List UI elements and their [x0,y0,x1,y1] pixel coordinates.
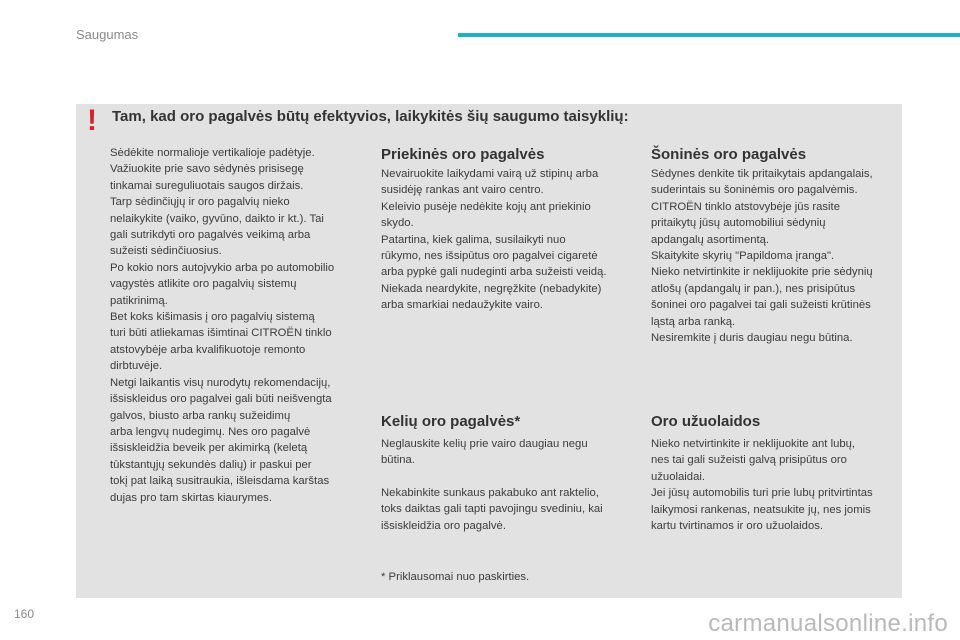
watermark: carmanualsonline.info [708,610,948,637]
knee-airbags-text-2: Nekabinkite sunkaus pakabuko ant raktelio, toks daiktas gali tapti pavojingu svediniu, kai išsiskleidžia oro pagalvė. [381,487,603,532]
knee-airbags-text-1: Neglauskite kelių prie vairo daugiau negu būtina. [381,438,588,467]
front-airbags-text: Nevairuokite laikydami vairą už stipinų arba susidėję rankas ant vairo centro. Keleivio pusėje nedėkite kojų ant priekinio skydo. Patartina, kiek galima, susilaikyti nuo rūkymo, nes išsipūtus oro pagalvei cigaretė arba pypkė gali nudeginti arba sužeisti veidą. Niekada neardykite, negręžkite (nebadykite) arba smarkiai nedaužykite vairo. [381,168,607,312]
curtain-airbags-title: Oro užuolaidos [651,413,761,430]
curtain-airbags-text: Nieko netvirtinkite ir neklijuokite ant lubų, nes tai gali sužeisti galvą prisipūtus oro užuolaidai. Jei jūsų automobilis turi prie lubų pritvirtintas laikymosi rankenas, neatsukite jų, nes jomis kartu tvirtinamos ir oro užuolaidos. [651,438,873,533]
side-airbags-text: Sėdynes denkite tik pritaikytais apdangalais, suderintais su šoninėmis oro pagalvėmis. CITROËN tinklo atstovybėje jūs rasite pritaikytų jūsų automobiliui sėdynių apdangalų asortimentą. Skaitykite skyrių "Papildoma įranga". Nieko netvirtinkite ir neklijuokite prie sėdynių atlošų (apdangalų ir pan.), nes prisipūtus šoninei oro pagalvei tai gali sužeisti krūtinės ląstą arba ranką. Nesiremkite į duris daugiau negu būtina. [651,168,873,345]
knee-airbags-title: Kelių oro pagalvės* [381,413,521,430]
page-number: 160 [14,607,35,621]
intro-text: Sėdėkite normalioje vertikalioje padėtyje. Važiuokite prie savo sėdynės prisisegę tinkamai sureguliuotais saugos diržais. Tarp sėdinčiųjų ir oro pagalvių nieko nelaikykite (vaiko, gyvūno, daikto ir kt.). Tai gali sutrikdyti oro pagalvės veikimą arba sužeisti sėdinčiuosius. Po kokio nors autojvykio arba po automobilio vagystės atlikite oro pagalvių sistemų patikrinimą. Bet koks kišimasis į oro pagalvių sistemą turi būti atliekamas išimtinai CITROËN tinklo atstovybėje arba kvalifikuotoje remonto dirbtuvėje. Netgi laikantis visų nurodytų rekomendacijų, išsiskleidus oro pagalvei gali būti neišvengta galvos, biusto arba rankų sužeidimų arba lengvų nudegimų. Nes oro pagalvė išsiskleidžia beveik per akimirką (keletą tūkstantųjų sekundės dalių) ir paskui per tokį pat laiką susitraukia, išleisdama karštas dujas pro tam skirtas kiaurymes. [110,147,335,504]
front-airbags-title: Priekinės oro pagalvės [381,146,545,163]
footnote: * Priklausomai nuo paskirties. [381,571,530,583]
warning-exclamation-icon: ! [87,104,97,137]
header-accent-bar [458,33,960,37]
section-title: Saugumas [76,27,139,42]
panel-heading: Tam, kad oro pagalvės būtų efektyvios, laikykitės šių saugumo taisyklių: [112,108,629,125]
side-airbags-title: Šoninės oro pagalvės [651,146,807,163]
